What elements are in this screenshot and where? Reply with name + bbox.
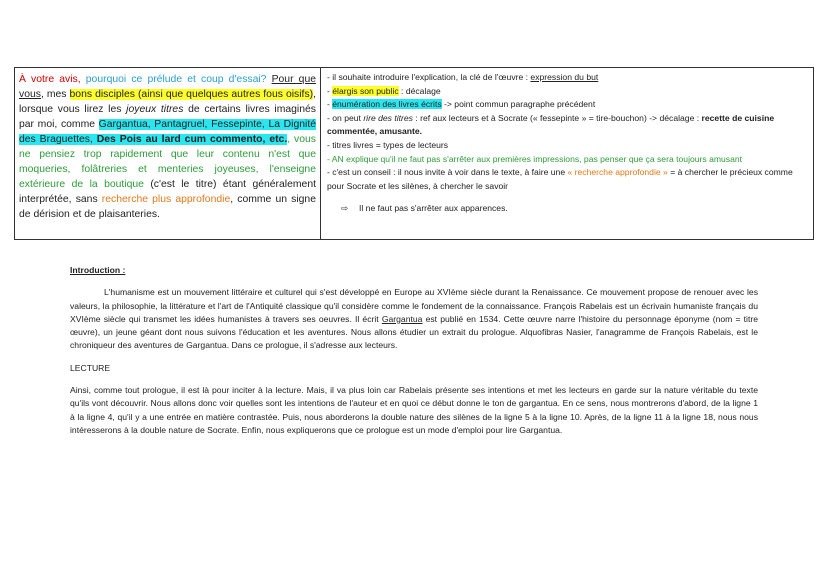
notes-cell <box>321 68 813 239</box>
gargantua-link: Gargantua <box>381 313 423 324</box>
excerpt-joyeux-titres: joyeux titres <box>126 104 184 115</box>
note-line-7: - c'est un conseil : il nous invite à voir dans le texte, à faire une « recherche approfondie » = à chercher le précieux comme pour Socrate et les silènes, à chercher le savoir <box>327 167 793 191</box>
note-line-3: - énumération des livres écrits -> point commun paragraphe précédent <box>327 99 596 110</box>
excerpt-pois-au-lard: Des Pois au lard cum commento, etc. <box>92 134 288 145</box>
note-line-1: - il souhaite introduire l'explication, la clé de l'œuvre : expression du but <box>327 72 599 82</box>
excerpt-question: pourquoi ce prélude et coup d'essai? <box>80 74 267 85</box>
introduction-paragraph-2: Ainsi, comme tout prologue, il est là pour inciter à la lecture. Mais, il va plus loin car Rabelais présente ses intentions et met les lecteurs en garde sur la nature véritable du texte qu'ils vont découvrir. Nous allons donc voir quelles sont les intentions de l'auteur et en quoi ce début donne le ton de gargantua. En ce sens, nous montrerons d'abord, de la ligne 1 à la ligne 4, qu'il y a une entrée en matière contrastée. Puis, nous aborderons la double nature des silènes de la ligne 5 à la ligne 10. Après, de la ligne 11 à la ligne 18, nous nous intéresserons à la double nature de Socrate. Enfin, nous expliquerons que ce prologue est un mode d'emploi pour lire Gargantua. <box>70 385 758 435</box>
note-line-5: - titres livres = types de lecteurs <box>327 139 449 150</box>
introduction-heading: Introduction : <box>70 265 126 275</box>
note-line-4: - on peut rire des titres : ref aux lecteurs et à Socrate (« fessepinte » = tire-bouchon) -> décalage : recette de cuisine commentée, amusante. <box>327 112 775 137</box>
excerpt-recherche: recherche plus approfondie <box>101 194 231 205</box>
excerpt-pour-que-vous: Pour que vous <box>19 74 317 100</box>
introduction-section <box>70 264 758 437</box>
note-conclusion: ⇨ Il ne faut pas s'arrêter aux apparences. <box>327 202 807 216</box>
introduction-paragraph-1: L'humanisme est un mouvement littéraire et culturel qui s'est développé en Europe au XVIème siècle durant la Renaissance. Ce mouvement propose de renouer avec les valeurs, la philosophie, la littérature et l'art de l'Antiquité classique qu'il considère comme le fondement de la connaissance. François Rabelais est un écrivain humaniste français du XVIème siècle qui transmet les idées humanistes à travers ses oeuvres. Il écrit Gargantua est publié en 1534. Cette œuvre narre l'histoire du personnage éponyme (nom = titre œuvre), un jeune géant dont nous suivons l'éducation et les aventures. Nous allons étudier un extrait du prologue. Alquofibras Nasier, l'anagramme de François Rabelais, est le chroniqueur des aventures de Gargantua. Dans ce prologue, il s'adresse aux lecteurs. <box>70 287 758 351</box>
excerpt-bons-disciples: bons disciples (ainsi que quelques autres fous oisifs) <box>69 89 314 100</box>
excerpt-book-titles: Gargantua, Pantagruel, Fessepinte, La Dignité des Braguettes, <box>19 119 316 145</box>
note-line-6: - AN explique qu'il ne faut pas s'arrêter aux premières impressions, pas penser que ça sera toujours amusant <box>327 153 743 164</box>
excerpt-question-start: À votre avis, <box>19 74 81 85</box>
excerpt-enseigne: l'enseigne extérieure de la boutique <box>19 164 316 190</box>
excerpt-cell: À votre avis, pourquoi ce prélude et coup d'essai? Pour que vous, mes bons disciples (ainsi que quelques autres fous oisifs), lorsque vous lirez les joyeux titres de certains livres imaginés par moi, comme Gargantua, Pantagruel, Fessepinte, La Dignité des Braguettes, Des Pois au lard cum commento, etc., vous ne pensiez trop rapidement que leur contenu n'est que moqueries, folâtreries et menteries joyeuses, l'enseigne extérieure de la boutique (c'est le titre) étant généralement interprétée, sans recherche plus approfondie, comme un signe de dérision et de plaisanteries. <box>15 68 321 239</box>
arrow-right-icon: ⇨ <box>341 203 349 214</box>
excerpt-moqueries: , vous ne pensiez trop rapidement que leur contenu n'est que moqueries, folâtreries et menteries joyeuses, <box>19 134 316 175</box>
analysis-table <box>14 67 814 240</box>
note-line-2: - élargis son public : décalage <box>327 85 441 96</box>
lecture-label: LECTURE <box>70 362 111 373</box>
